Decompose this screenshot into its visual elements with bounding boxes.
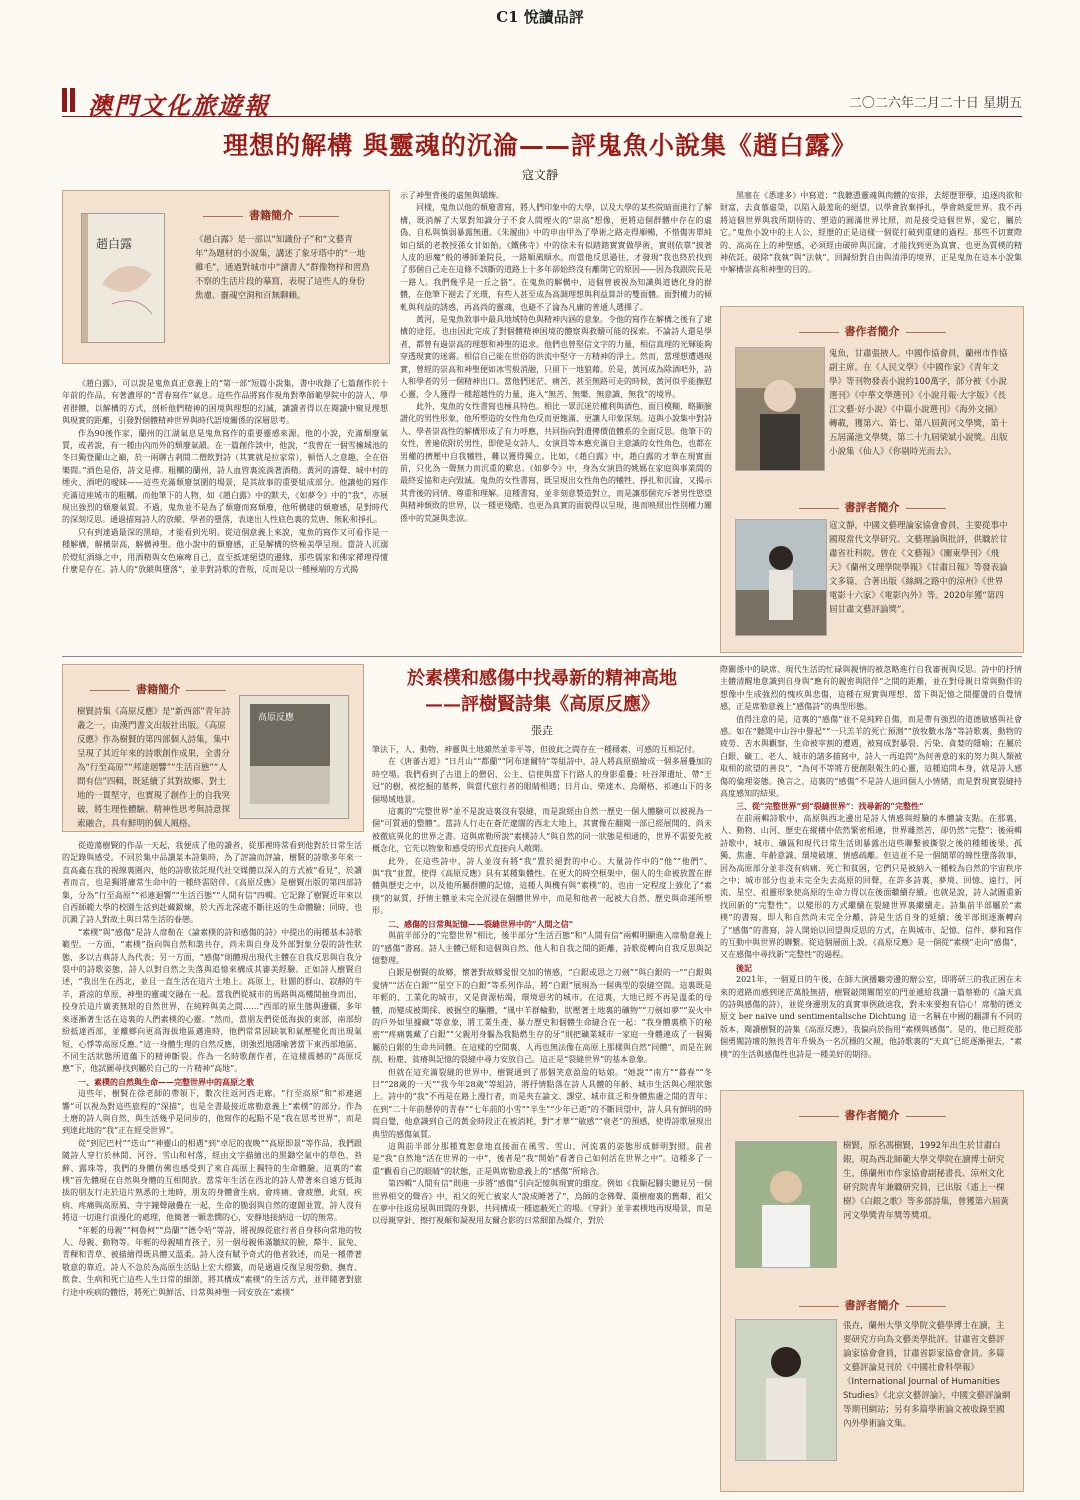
paragraph: 這裏的“完整世界”並不是說這裏沒有裂縫，而是說經由自然一歷史一個人體驗可以被視為一個“可質通的整體”。當詩人行走在蒼茫遼闊的西北大地上，其實像在翻閱一部已經展開的、尚未被徹底異化的世界之書。這與席勒所說“素樸詩人”與自然的同一狀態是相通的，世界不需要先被概念化，它先以物象和感受的形式直接向人敞開。 bbox=[372, 807, 712, 854]
article2-book-box bbox=[62, 664, 364, 832]
paragraph: 這與前半部分那種寬恕意地直接面在風雪、雪山、河流裏的姿態形成鮮明對照。前者是“我”自然地“活在世界的一中”，後者是“我”開始“看著自己如何活在世界之中”。這種多了一重“觀看自己的眼睛”的狀態，正是與席勒意義上的“感傷”所暗合。 bbox=[372, 1142, 712, 1176]
section-divider bbox=[62, 656, 1022, 657]
masthead-bars bbox=[62, 88, 84, 112]
paragraph: 此外，鬼魚的女性書寫也極具特色。相比一眾沉迷於權利與酒色、面目模糊、略顯臉譜化的男性形象，他所塑造的女性角色反而更飽滿、更讓人印象深刻。這與小說集中對詩人、學者崇高性的解構形成了有力呼應，共同指向對遺傳價值體系的全面反思。他筆下的女性，普遍依附於男性，即使是女詩人、女演員等本應充滿自主意識的女性角色，也都在男權的擠壓中自我犧牲，難以獲得獨立。比如，《趙白露》中，趙白露的才華在現實面前，只化為一聲無力而沉重的歎息。《如夢令》中，身為女演員的姚媽在家庭與事業間的最終妥協和走向毀滅。鬼魚的女性書寫，既呈現出女性角色的犧牲、掙扎和沉淪，又揭示其背後的同情、尊重和理解。這種書寫，並非刻意製造對立，而是讓那個充斥著男性慾望與精神頹敗的世界，以一種更殘酷、也更為真實的面貌得以呈現，進而映照出性別權力關係中的荒誕與悲涼。 bbox=[400, 401, 712, 523]
article2-author-box bbox=[720, 1090, 1024, 1492]
article1-column-3 bbox=[720, 190, 1022, 310]
article2-author: 張垚 bbox=[531, 724, 553, 737]
reviewer-header: 書評者簡介 bbox=[721, 1297, 1023, 1313]
article2-title: 於素樸和感傷中找尋新的精神高地 bbox=[407, 668, 677, 689]
section-heading: 二、感傷的日常與記憶——裂縫世界中的“人間之信” bbox=[388, 918, 574, 929]
paragraph: 黃河，是鬼魚敘事中最具地域特色與精神內涵的意象。令他的寫作在解構之後有了建構的途徑，也由因此完成了對個體精神困境的體察與救贖可能的探索。不論詩人還是學者，都曾有過崇高的理想和神聖的追求。他們也曾堅信文字的力量，相信真理的光輝能夠穿透現實的迷霧。相信自己能在世俗的洪流中堅守一方精神的淨土。然而，當理想遭遇現實，曾經的崇高和神聖便如冰雪般消融，只留下一地狼藉。於是，黃河成為除酒吧外，詩人和學者的另一個精神出口。當他們迷茫、痛苦，甚至無路可走的時候，黃河似乎能撫慰心靈，令人獲得一種超越性的力量，進入“無苦、無樂、無意識、無我”的境界。 bbox=[400, 315, 712, 399]
issue-date: 二〇二六年二月二十日 星期五 bbox=[848, 96, 1022, 111]
article1-column-1 bbox=[62, 378, 388, 656]
paragraph: 這些年，樹賢在徐老師的帶領下，數次往返河西走廊。“行至高原”和“祁連迴響”可以視為對這些旅程的“深描”，也是全書最接近席勒意義上“素樸”的部分。作為土磨的詩人與自然、與生活幾乎是同步的，他寫作的起點不是“我在思考世界”，而是到達此地的“我”正在經受世界”。 bbox=[62, 1089, 362, 1136]
paragraph: 在前兩輯詩歌中，高原與西北邊出是詩人情感與經驗的本體論支點。在那裏，人、動物、山河、歷史在縱橫中依然緊密相連，世界雖然苦，卻仍然“完整”；後兩輯詩歌中，城市、礦區和現代日常生活則暴露出這些聯繫被撕裂之後的種種後果，孤獨、焦慮、年齡意識、環境破壞、情感疏離。但這並不是一個簡單的線性墮落敘事，因為高原部分並非沒有病痛、死亡和貧困，它們只是被納入一種較為自然的宇宙秩序之中；城市部分也並未完全失去高原的回聲，在許多詩裏，夢境、回憶、遠行、河流、星空、祖靈形象使高原的生命力得以在後面繼續存續。也就是說，詩人試圖重新找回新的“完整性”，以變形的方式繼續在裂縫世界裏繼續走。詩集前半部屬於“素樸”的書寫，即人和自然尚未完全分離，詩是生活自身的延續；後半部則逐漸轉向了“感傷”的書寫，詩人開始以回望與反思的方式，在與城市、記憶、信件、夢和寫作的互動中與世界的聯繫。從這個層面上說，《高原反應》是一個從“素樸”走向“感傷”，又在感傷中尋找新“完整性”的過程。 bbox=[720, 813, 1022, 960]
paragraph: 在《唐蕃古道》“日月山”“都蘭”“阿布達爾特”等組詩中，詩人將高原描繪成一個多層疊加的時空場。我們看到了古道上的僧侶、公主、信使與當下行路人的身影重疊；吐谷渾遺址、帶“王冠”的樹，被挖掘的墓葬，與當代旅行者的眼睛相遇；日月山、柴達木、烏爾格、祁連山下的多個場域地景。 bbox=[372, 757, 712, 804]
paragraph: “年輕的母親”“柯魯柯”“烏蘭”“德令哈”等詩，將視線從旅行者自身移向常地的牧人、母親、動物等。年輕的母親哺育孩子，另一個母親佈滿皺紋的臉，犛牛、鼠兔、青稞和青草、被描繪得既具體又溫柔。詩人沒有賦予奇式的他者敘述，而是一種帶著敬意的靠近。詩人不急於為高原生活貼上宏大標籤，而是通過反復呈現勞動、撫育、飲食、生病和死亡這些人生日常的細節，將其構成“素樸”的生活方式，並伴隨著對旅行途中疾病的體悟，將死亡與鮮活、日常與神聖一同安放在“素樸” bbox=[62, 1225, 362, 1297]
reviewer-photo bbox=[735, 519, 827, 636]
paragraph: 值得注意的是，這裏的“感傷”並不是純粹自傷，而是帶有強烈的道德敏感與社會感。如在“聽聞中山谷中譽起”“一只羔羊的死亡預測”“放牧數水落”等詩歌裏，動物的疲勞、苦水與觀察，生命被宰割的遭遇，被寫成對暴裂、污染、貪婪的隱喻；在屬於白銀、礦工、老人、城市的諸多描寫中，詩人一再追問“為何善意的來的努力與人類被取相的欲望的善良”，“為何不等將方便創限報生的心靈，這種追問本身，就是詩人感傷的倫理姿態。換言之，這裏的“感傷”不是詩人退回個人小情緒，而是對現實裂縫持高度感知的結果。 bbox=[720, 714, 1022, 799]
book-box-header: 書籍簡介 bbox=[0, 681, 363, 697]
writer-photo bbox=[735, 1141, 837, 1268]
paragraph: 際關係中的缺席、現代生活的忙碌與親情的被忽略進行自我審視與反思。詩中的抒情主體清醒地意識到自身與“應有的親密與陪伴”之間的距離，並在對母親日常與動作的想像中生成強烈的愧疚與悲傷，這種在現實與理想、當下與記憶之間擺盪的自覺情感，正是席勒意義上“感傷詩”的典型形態。 bbox=[720, 665, 1022, 712]
reviewer-photo bbox=[735, 1319, 837, 1461]
article1-column-2 bbox=[388, 190, 712, 652]
article2-column-3 bbox=[720, 664, 1022, 1084]
paragraph: 但就在這充滿裂縫的世界中，樹賢通到了那個笑意盈盈的姑娘。“她說”“南方”“暮春”“冬日”“28歲的一天”“我今年28歲”等組詩，將抒情點落在詩人具體的年齡、城市生活與心理狀態上。詩中的“我”不再是在路上漫行者，而是夾在論文、課堂、城市貧乏和身體焦慮之間的青年；在到“二十年前懸停的青春”“七年前的小雪”“半生”“少年已逝”的不斷回望中，詩人具有鮮明的時間自覺，他意識到自己的黃金時段正在被消耗，對“才華”“敏感”“衰老”的預感，使得詩歌展現出典型的感傷氣質。 bbox=[372, 1067, 712, 1139]
paragraph: 與前半部分的“完整世界”相比，後半部分“生活百態”和“人間有信”兩輯明顯進入席勒意義上的“感傷”書寫。詩人主體已經和這個與自然、他人和自我之間的距離，詩歌從轉向自我反思與記憶整理。 bbox=[372, 931, 712, 965]
article2-column-2 bbox=[372, 744, 712, 1490]
reviewer-bio: 寇文靜，中國文藝理論家協會會員，主要從事中國現當代文學研究、文藝理論與批評，供職於甘肅省社科院。曾在《文藝報》《關東學刊》《飛天》《蘭州文理學院學報》《甘肅日報》等發表論文多篇，合著出版《絲綢之路中的涼州》《世界電影十六家》《電影內外》等。2020年獲“第四屆甘肅文藝評論獎”。 bbox=[829, 521, 1008, 615]
paragraph: 同樣，鬼魚以他的頹廢書寫，將人們印象中的大學，以及大學的某些院暗面進行了解構，既消解了大眾對知識分子不食人間煙火的“崇高”想像，更將這個群體中存在的虛偽、自私與慎弱暴露無遺。《朱履曲》中的申由甲為了學術之路走得順暢，不惜傷害單純如白紙的老教授孫女甘如飴。《鐵佛寺》中的徐未有似踏踏實實做學術，實則依靠“披著人皮的惡魔”般的導師兼院長，一路順風順水。而當他反思過往，才發現“我也終於找到了那個自己走在這條不該斷的道路上十多年卻始終沒有離開它的原因——因為我跟院長是一路人。我們幾乎是一丘之貉”。在鬼魚的解構中，這個曾被視為知識與道德化身的群體，在他筆下褪去了光環，有些人甚至成為高調理想與利益算計的雙面體。面對權力的傾軋與利益的誘惑，再高尚的靈魂，也避不了淪為凡庸的普通人選擇了。 bbox=[400, 203, 712, 312]
paragraph: 筆法下，人、動物、神靈與土地雜然並非平等，但彼此之間存在一種穩素、可感的互相記付。 bbox=[372, 745, 700, 754]
paper-title: 澳門文化旅遊報 bbox=[88, 91, 270, 120]
section-heading: 後記 bbox=[736, 962, 752, 973]
paragraph: 作為90後作家，蘭州的江湖氣息是鬼魚寫作的重要靈感來源。他的小說，充滿頹廢氣質，或者說，有一種由內而外的頹廢氣韻。在一篇創作談中，他說，“我曾在一個雪擁城池的冬日獨登蘭山之巔，於一兩聊古剎間二僧飲對詩（其實就是拉家常），頓悟人之意趣，全在俗樂間。”酒色是俗，詩文是禪。粗糲的蘭州，詩人血管裏流淌著酒精。黃河的濤聲、城中村的煙火、酒吧的曖昧——這些充滿頹廢氛圍的場景，是其故事的重要組成部分。他讓他的寫作充滿這座城市的粗糲。而他筆下的人物，如《趙白露》中的默夫，《如夢令》中的“我”，亦展現出強烈的頹廢氣質。不過，鬼魚並不是為了頹廢而寫頹廢，他所構建的頹廢感，是對時代的深刻反思。通過描寫詩人的放縱、學者的墮落，表達出人性底色裏的荒唐、無恥和掙扎。 bbox=[62, 428, 388, 525]
writer-header: 書作者簡介 bbox=[721, 1107, 1023, 1123]
paragraph: “素樸”與“感傷”是詩人席勒在《論素樸的詩和感傷的詩》中提出的兩種基本詩歌範型。一方面，“素樸”指向與自然和諧共存，尚未與自身及外部對象分裂的詩性狀態，多以古典詩人為代表；另一方面，“感傷”則體現出現代主體在自我反思與自我分裂中的詩歌姿態，詩人以對自然之失落與追憶來構成其審美經驗。正如詩人樹賢自述，“我出生在西北，並且一直生活在這片土地上。高原上，壯闊的群山、寂靜的牛羊，蒼涼的草原，神聖的靈魂交融在一起。當我們從城市的馬路與高樓間抽身而出，投身於這片廣袤無垠的自然世界，在純粹與美之間……”西部的原生態與邊疆，多年來逐漸著生活在這裏的人們素樸的心靈。“然而，當朋友們從低海拔的東部，南部紛紛抵達西部，並離鄉向更高海拔地區邁進時，他們常常因缺氧和氣壓變化而出現氣短、心悸等高原反應。”這一身體生理的自然反應，則強烈地隱喻著當下東西部地區、不同生活狀態所道蘊下的精神斷裂。作為一名時歌創作者，在這樣震撼的“高原反應”下，他試圖尋找到屬於自己的一片精神“高地”。 bbox=[62, 927, 362, 1074]
book-intro: 《趙白露》是一部以“知識份子”和“文藝青年”為題材的小說集，講述了象牙塔中的“一地雞毛”，通過對城市中“讀書人”群像物梓和習鳥不察的生活片段的摹寫，表現了這些人的身份焦慮、靈魂空洞和百無聊賴。 bbox=[195, 235, 370, 301]
article1-author: 寇文靜 bbox=[521, 168, 558, 182]
writer-bio: 樹賢，原名馮樹賢，1992年出生於甘肅白銀，現為西北師範大學文學院在讀博士研究生，係蘭州市作家協會副秘書長、涼州文化研究院青年兼職研究員，已出版《遙上一棵樹》《白銀之歌》等多部詩集，曾獲第六屆黃河文學獎青年獎等獎項。 bbox=[843, 1141, 1009, 1221]
article2-column-1 bbox=[62, 840, 362, 1490]
paragraph: 第四輯“人間有信”則進一步將“感傷”引向記憶與現實的維度。例如《我顯起腳尖聽見另一個世界相交的聲音》中，祖父的死亡被家人“說成睡著了”，烏師的念佛聲、棗樹瘤裏的舊鄰、祖父在夢中往返房屋與田間的身影，共同構成一種遮蔽死亡的場。《穿針》並非素樸地再現場景，而是以母親穿針、擦打視顛和凝視用友爾合影的日常細節為媒介，對於 bbox=[372, 1179, 712, 1226]
page-label: C1 悅讀品評 bbox=[496, 8, 584, 26]
section-heading: 一、素樸的自然與生命——完整世界中的高原之歌 bbox=[78, 1076, 254, 1087]
paragraph: 從“到尼巴村”“迭山”“神靈山的相遇”到“卓尼的夜晚”“高原即景”等作品，我們跟隨詩人穿行於林間、河谷、雪山和村落，經由文字描繪出的黑鋤空氣中的草色、苔蘚、露珠等，我們的身體仿佛也感受到了來自高原上獨特的生命體驗。這裏的“素樸”首先體現在自然與身體的互相開放。當常年生活在西北的詩人帶著來自遠方低海拔的朋友行走於這片熟悉的土地時，朋友的身體會生病、會疼痛、會疲憊，此刻，疾病、疼痛與高原風、寺宇鐘聲融疊在一起，生命的脆弱與自然的遼闊並置，詩人沒有將這一切進行浪漫化的處理，他簡著一顆悲憫的心，安靜地接納這一切的無常。 bbox=[62, 1138, 362, 1223]
book-intro: 樹賢詩集《高原反應》是“新西部”青年詩叢之一，由漢門書文出版社出版。《高原反應》作為樹賢的第四部個人詩集，集中呈現了其近年來的詩歌創作成果，全書分為“行至高原”“邦達迴響”“生活百態”“人間有信”四輯，既延續了其對故鄉、對土地的一貫堅守，也實現了創作上的自我突破，將生理性體驗、精神性思考與詩意探索融合，具有鮮明的個人風格。 bbox=[77, 707, 231, 829]
paragraph: 2021年，一個夏日的午後，在師大演播廳旁邊的辦公室，即將研三的我正困在未來的道路而感到迷茫萬般無措，樹賢敲開關閉室的門並遞給我讀一篇蔡勒的《論天真的詩與感傷的詩》，並從身邊朋友的真實事例啟迪我，對未來要抱有信心！席勒的德文原文 ber naive und sentimentalische Dichtung 這一名稱在中國的翻譯有不同的版本，閱讀樹賢的詩集《高原反應》，我偏向於指用“素樸與感傷”。是的，他已經從那個勇闖詩壇的無畏青年升級為一名沉穩的父親，他詩歌裏的“天真”已經逐漸褪去，“素樸”的生活與感傷性也詩是一種美好的期待。 bbox=[720, 975, 1022, 1059]
paragraph: 此外，在這些詩中，詩人並沒有將“我”置於絕對的中心。大量詩作中的“他”“他們”、與“我”並置，使得《高原反應》具有某種集體性。在更大的時空框架中，個人的生命被放置在群體與歷史之中，以及他所屬群體的記憶，這種人與機有與“素樸”的，也由一定程度上強化了“素樸”的氣質，抒情主體並未完全沉浸在個體世界中，而是和他者一起被大自然、歷史與命運所塑形。 bbox=[372, 856, 712, 916]
paragraph: 只有到達過最深的黑暗，才能看到光明。從這個意義上來說，鬼魚的寫作又可看作是一種解構，解構崇高，解構神聖。他小說中的頹廢感，正是解構的終極美學呈現。當詩人沉溺於燈紅酒綠之中，用酒精與女色麻痺自己，直至抵達絕望的邊緣，那些儒家和佛家禪理得懂什麼是存在。詩人的“放縱與墮落”，並非對詩歌的背叛，反而是以一種極端的方式揭 bbox=[62, 527, 388, 575]
article1-title: 理想的解構 與靈魂的沉淪——評鬼魚小說集《趙白露》 bbox=[223, 131, 857, 160]
article2-subtitle: ——評樹賢詩集《高原反應》 bbox=[425, 694, 659, 715]
article1-book-box bbox=[62, 190, 390, 364]
book-cover-image bbox=[239, 695, 349, 819]
paragraph: 黑塞在《悉達多》中寫道：“我聽憑靈魂與肉體的安排，去經歷罪孽，追逐肉欲和財富，去貪慕虛榮，以陷入最羞恥的絕望，以學會放棄掙扎，學會熱愛世界。我不再將這個世界與我所期待的、塑造的圓滿世界比照，而是接受這個世界，愛它，屬於它。”鬼魚小說中的主人公，經歷的正是這樣一個從打破到重建的過程。那些不切實際的、高高在上的神聖感，必須經由破碎與沉淪，才能找到更為真實、也更為質樸的精神依託。破除“我執”與“法執”，回歸紛對自由與清淨的境界，正是鬼魚在這本小說集中解構崇高和神聖的目的。 bbox=[720, 191, 1022, 275]
writer-header: 書作者簡介 bbox=[721, 323, 1023, 339]
book-cover-image bbox=[81, 213, 165, 343]
paragraph: 《趙白露》，可以說是鬼魚真正意義上的“第一部”短篇小說集，書中收錄了七篇創作於十年前的作品，有著濃厚的“青春寫作”氣息。這些作品將寫作視角對準師範學院中的詩人、學者群體，以解構的方式，剖析他們精神的困境與理想的幻滅，讓讀者得以在閱讀中窺見理想與現實的距離，引發對個體精神世界與時代語境關係的深層思考。 bbox=[62, 379, 388, 426]
section-heading: 三、從“完整世界”到“裂縫世界”：找尋新的“完整性” bbox=[736, 801, 924, 812]
article1-author-box bbox=[720, 306, 1024, 653]
reviewer-header: 書評者簡介 bbox=[721, 499, 1023, 515]
reviewer-bio: 張垚，蘭州大學文學院文藝學博士在讀，主要研究方向為文藝美學批評。甘肅省文藝評論家協會會員，甘肅省影家協會會員。多篇文藝評論見刊於《中國社會科學報》《International Journal of Humanities Studies》《北京文藝評論》，中國文藝評論網等期刊網站；另有多篇學術論文被收錄至國內外學術論文集。 bbox=[843, 1321, 1011, 1429]
writer-bio: 鬼魚，甘肅張掖人。中國作協會員，蘭州市作協副主席。在《人民文學》《中國作家》《青年文學》等刊物發表小說約100萬字，部分被《小說選刊》《中華文學選刊》《小說月報·大字版》《長江文藝·好小說》《中篇小說選刊》《海外文摘》轉載，獲第六、第七、第八屆黃河文學獎，第十五屆滿池文學獎，第二十九屆梁斌小說獎。出版小說集《仙人》《你剔時光而去》。 bbox=[829, 349, 1008, 457]
book-cover-title: 趙白露 bbox=[96, 237, 133, 251]
book-cover-title: 高原反應 bbox=[258, 713, 295, 723]
writer-photo bbox=[735, 347, 825, 471]
book-box-header: 書籍簡介 bbox=[153, 207, 389, 223]
masthead bbox=[62, 86, 1022, 120]
paragraph: 白銀是樹賢的故鄉，懷著對故鄉愛恨交加的情感，“白銀或思之刀劍”“與白銀的一”“白銀與愛情”“活在白銀”“星空下的白銀”等系列作品，將“白銀”展現為一個典型的裂縫空間。這裏既是年輕的、工業化的城市，又是資源枯竭，環境惡劣的城市。在這裏，大地已經不再是溫柔的母體，而變成被開採、被掘空的驅體，“風中羊群輪動，狀壓著土地裏的礦物”“刀劍如夢”“炭火中的戶外如里據藏”等意象，將工業生產、暴力歷史和個體生命縫合在一起：“我身體裏樵下的秘密”“疼痛裏藏了白銀”“父親用身軀為我點燃生存的牙”則把礦業城市一家庭一身體連成了一個獨屬於白銀的生命共同體。在這樣的空間裏，人再也無法像在高原上那樣與自然“同體”，而是在剝削、粉塵、貧瘠與記憶的裂縫中尋力安放自己。這正是“裂縫世界”的基本意象。 bbox=[372, 968, 712, 1065]
paragraph: 示了神聖背後的虛無與矯飾。 bbox=[400, 191, 504, 200]
paragraph: 從遊蕩樹賢的作品一天起，我便成了他的讀者，從那裡時常看到他對於日常生活的記錄與感受。不同於集中品讀某本詩集時，為了評論而評論，樹賢的詩歌多年來一直高鑫在我的視線裏圍內，他的詩歌依託現代社交媒體以深入的方式被“看見”，於讀者而言，也是獨將庸常生命中的一種終需陪伴。《高原反應》是樹賢出版的第四部詩集，分為“行至高原”“祁連迴響”“生活百態”“人間有信”四輯。它記錄了樹賢近年來以自西師範大學的校園生活到赴藏鍛煉，於大西北深處不斷往返的生命體驗；同時，也沉澱了詩人對故土與日常生活的眷戀。 bbox=[62, 841, 362, 925]
